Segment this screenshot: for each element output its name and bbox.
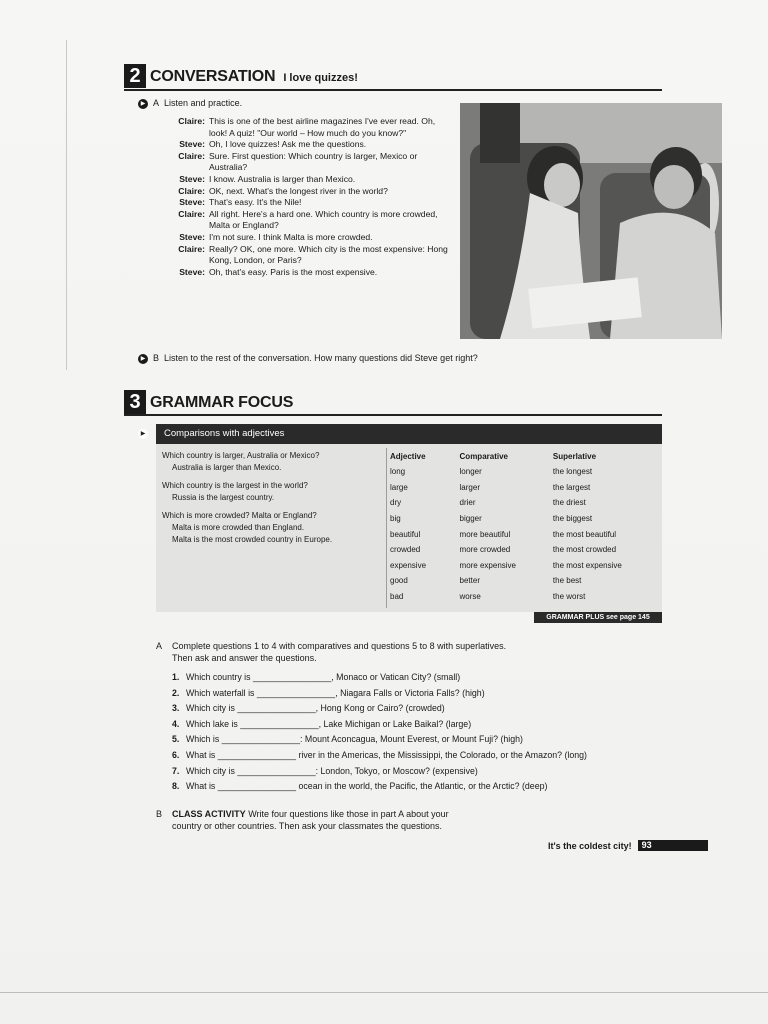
grammar-box-title: Comparisons with adjectives [164,428,285,439]
question-list [172,670,587,795]
page-footer [548,840,708,851]
instruction-text: Listen and practice. [164,98,243,108]
list-item: 2. Which waterfall is ________________, Niagara Falls or Victoria Falls? (high) [172,687,485,698]
list-item: 8. What is ________________ ocean in the world, the Pacific, the Atlantic, or the Arctic? (deep) [172,781,548,792]
section-3-header [124,390,293,414]
grammar-examples [162,450,384,552]
list-item: 6. What is ________________ river in the Americas, the Mississippi, the Colorado, or the Amazon? (long) [172,749,587,760]
audio-play-icon[interactable]: ▶ [138,354,148,364]
list-item: 7. Which city is ________________: London, Tokyo, or Moscow? (expensive) [172,765,478,776]
dialogue-line: Steve: I know. Australia is larger than Mexico. [179,173,356,184]
example-block: Which is more crowded? Malta or England? Malta is more crowded than England. Malta is the most crowded country in Europe. [162,511,333,544]
table-row: big bigger the biggest [390,514,593,524]
section-subtitle: I love quizzes! [283,72,358,84]
adjective-table [390,448,662,604]
page-bottom-edge [0,992,768,993]
conversation-dialogue [150,116,450,278]
audio-play-icon[interactable]: ▶ [138,429,148,439]
grammar-box-header [140,424,662,444]
instruction-text: Listen to the rest of the conversation. How many questions did Steve get right? [164,353,478,363]
list-item: 1. Which country is ________________, Monaco or Vatican City? (small) [172,672,461,682]
unit-title: It's the coldest city! [548,840,632,851]
page-number: 93 [638,840,708,851]
section-2-header [124,64,358,88]
part-label: B [153,353,160,363]
grammar-box [156,444,662,612]
table-row: beautiful more beautiful the most beautiful [390,529,617,539]
table-row: good better the best [390,576,582,586]
table-row: crowded more crowded the most crowded [390,545,617,555]
section-number: 3 [124,390,146,414]
section-rule [124,89,662,91]
part-label: B [156,809,163,819]
dialogue-line: Steve: I'm not sure. I think Malta is more crowded. [179,231,373,242]
airplane-passengers-photo [460,103,722,339]
photo-illustration [460,103,722,339]
list-item: 3. Which city is ________________, Hong Kong or Cairo? (crowded) [172,703,445,714]
dialogue-line: Steve: That's easy. It's the Nile! [179,197,302,208]
example-block: Which country is larger, Australia or Mexico? Australia is larger than Mexico. [162,451,320,472]
class-activity-label: CLASS ACTIVITY [172,809,246,819]
table-row: dry drier the driest [390,498,586,508]
exercise-a-instruction: A Complete questions 1 to 4 with comparatives and questions 5 to 8 with superlatives. Then ask and answer the questions. [156,641,507,663]
dialogue-line: Steve: Oh, I love quizzes! Ask me the questions. [179,139,367,150]
part-label: A [153,98,160,108]
table-header-row: Adjective Comparative Superlative [390,451,597,461]
dialogue-line: Claire: Sure. First question: Which country is larger, Mexico or Australia? [178,150,418,173]
part-b-instruction [138,352,478,364]
exercise-b-instruction: B CLASS ACTIVITY Write four questions like those in part A about your country or other countries. Then ask your classmates the questions. [156,809,449,831]
section-title: GRAMMAR FOCUS [150,394,294,411]
list-item: 4. Which lake is ________________, Lake Michigan or Lake Baikal? (large) [172,718,472,729]
table-row: expensive more expensive the most expensive [390,560,622,570]
dialogue-line: Steve: Oh, that's easy. Paris is the most expensive. [179,266,378,277]
section-title: CONVERSATION [150,68,276,85]
example-block: Which country is the largest in the world? Russia is the largest country. [162,481,308,502]
page-fold-line [66,40,67,370]
table-row: large larger the largest [390,482,591,492]
section-number: 2 [124,64,146,88]
section-rule [124,414,662,416]
list-item: 5. Which is ________________: Mount Aconcagua, Mount Everest, or Mount Fuji? (high) [172,734,523,745]
dialogue-line: Claire: Really? OK, one more. Which city is the most expensive: Hong Kong, London, or Paris? [178,243,448,266]
table-row: long longer the longest [390,467,593,477]
dialogue-line: Claire: OK, next. What's the longest river in the world? [178,185,388,196]
grammar-plus-link[interactable]: GRAMMAR PLUS see page 145 [534,612,662,623]
dialogue-line: Claire: All right. Here's a hard one. Which country is more crowded, Malta or England? [178,208,438,231]
table-row: bad worse the worst [390,592,586,602]
audio-play-icon[interactable]: ▶ [138,99,148,109]
dialogue-line: Claire: This is one of the best airline magazines I've ever read. Oh, look! A quiz! "Our world – How much do you know?" [178,116,436,138]
grammar-divider [386,448,387,608]
part-label: A [156,641,163,651]
part-a-instruction [138,97,242,109]
